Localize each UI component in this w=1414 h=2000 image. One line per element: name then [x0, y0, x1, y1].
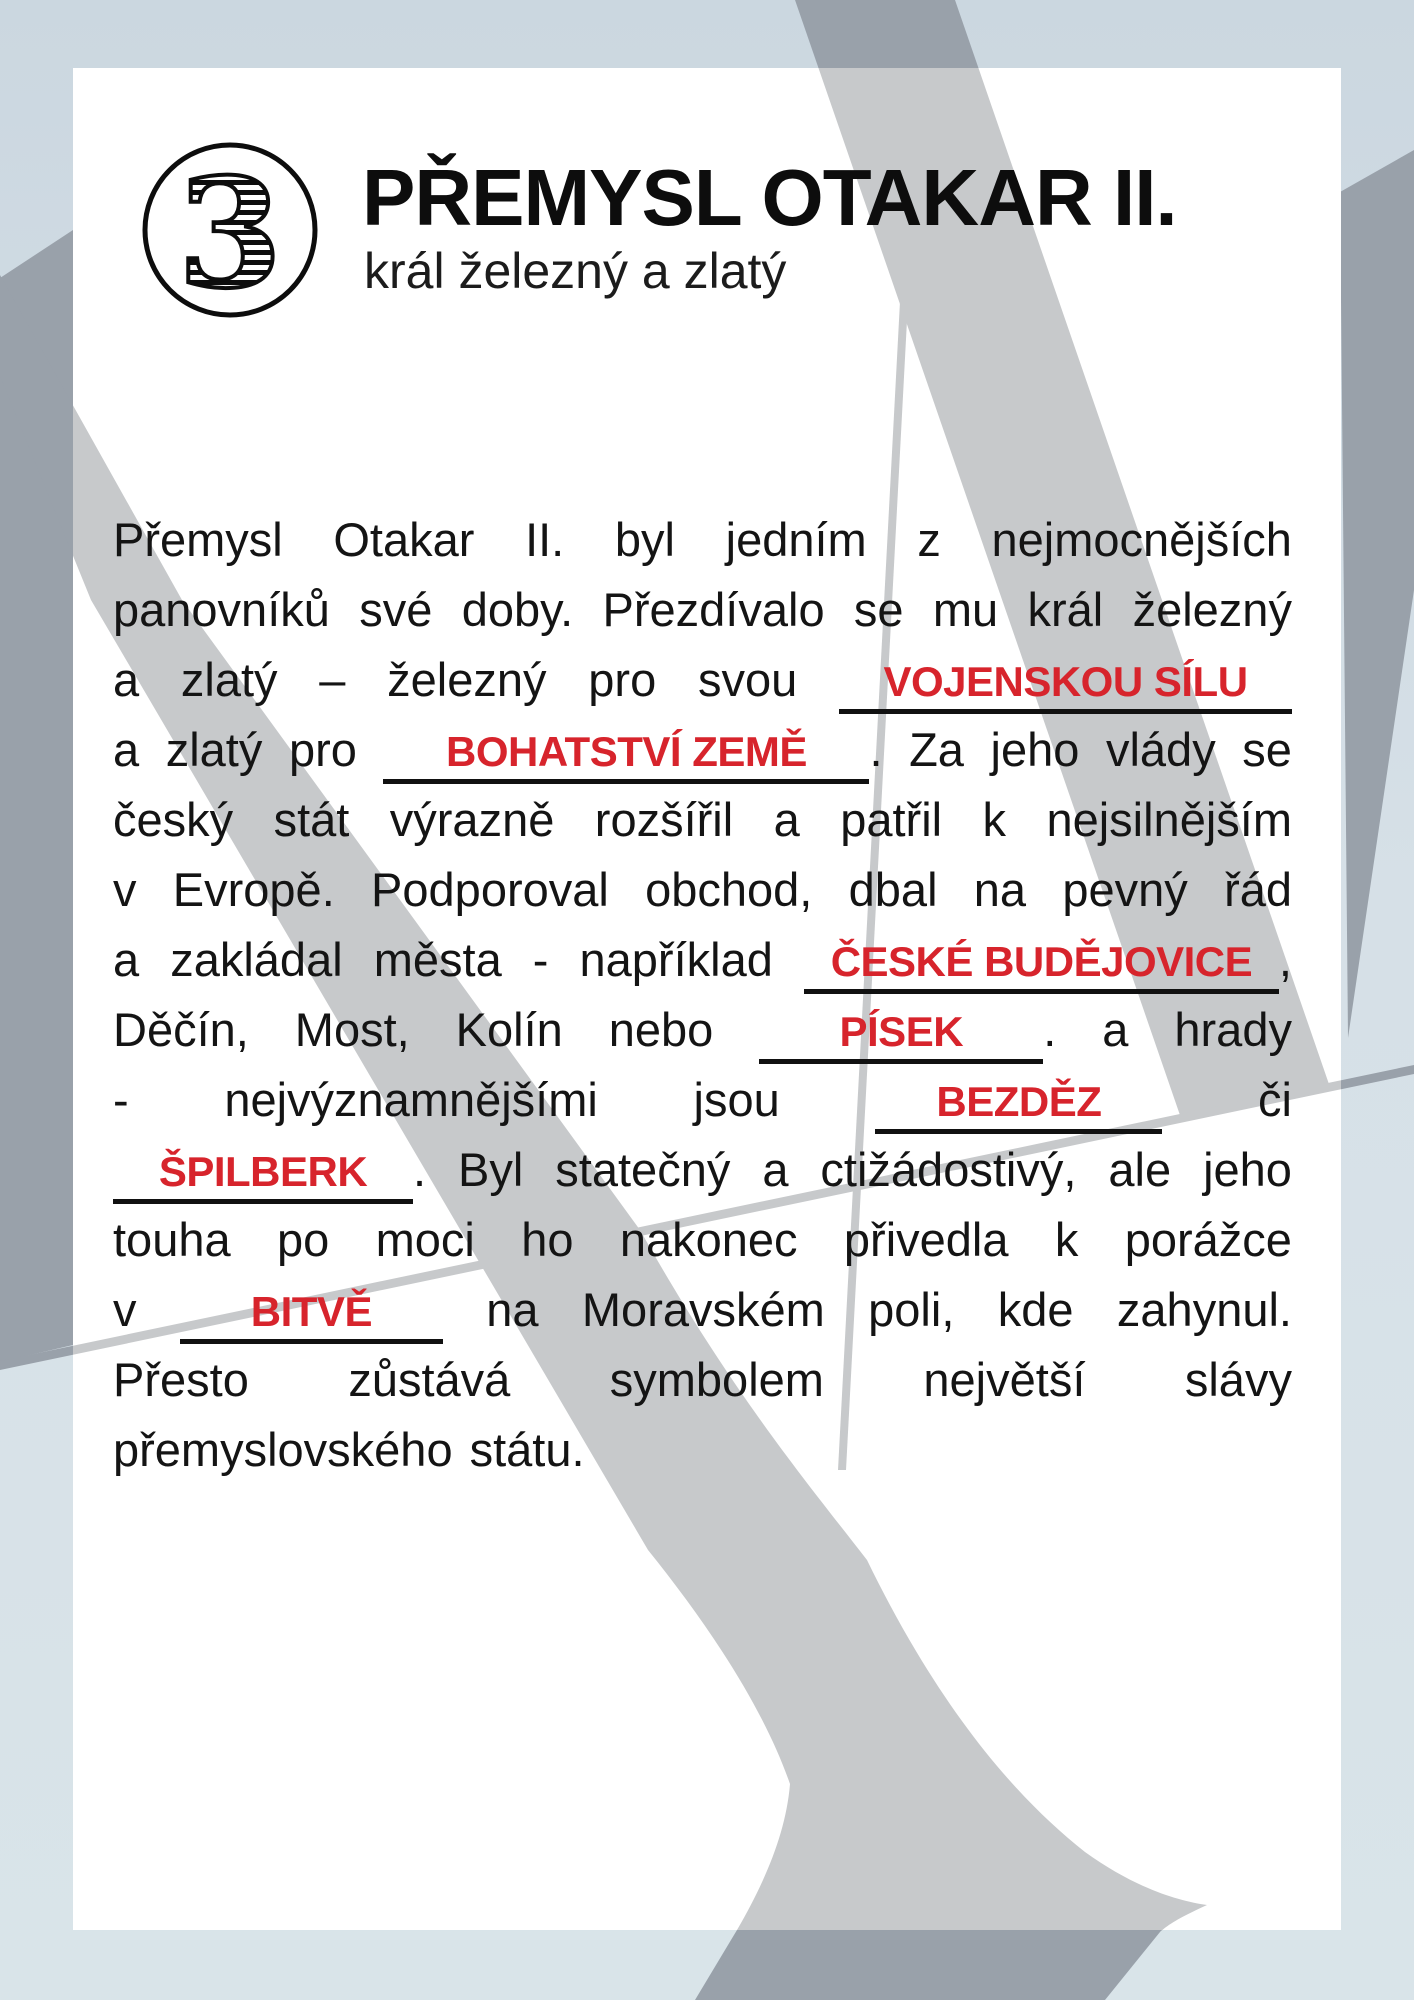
word: ale	[1108, 1143, 1172, 1196]
word: či	[1258, 1073, 1292, 1126]
word: nebo	[608, 1003, 714, 1056]
word: –	[319, 653, 346, 706]
word: nejmocnějších	[991, 513, 1292, 566]
word: a	[762, 1143, 789, 1196]
word: k	[1054, 1213, 1079, 1266]
word: vlády	[1105, 723, 1216, 776]
word: obchod,	[645, 863, 813, 916]
word: po	[276, 1213, 330, 1266]
word: statečný	[555, 1143, 731, 1196]
word: zakládal	[170, 933, 343, 986]
text-line	[113, 1142, 1292, 1212]
text-line	[113, 722, 1292, 792]
word: jeho	[1203, 1143, 1292, 1196]
word: Kolín	[455, 1003, 563, 1056]
word: nakonec	[619, 1213, 798, 1266]
word: jsou	[693, 1073, 780, 1126]
blank-with-answer	[839, 658, 1292, 714]
text-line	[113, 792, 1292, 862]
text-line	[113, 652, 1292, 722]
blank-answer: ČESKÉ BUDĚJOVICE	[804, 938, 1279, 994]
blank-tail-punctuation: .	[869, 723, 883, 776]
word: a	[113, 933, 140, 986]
blank-tail-punctuation: ,	[1278, 933, 1292, 986]
word: nejvýznamnějšími	[224, 1073, 598, 1126]
word: z	[917, 513, 941, 566]
word: přemyslovského	[113, 1423, 453, 1476]
word: na	[973, 863, 1027, 916]
word: Moravském	[581, 1283, 825, 1336]
word: se	[1242, 723, 1292, 776]
word: pevný	[1062, 863, 1188, 916]
blank-answer: BOHATSTVÍ ZEMĚ	[383, 728, 869, 784]
text-line	[113, 1072, 1292, 1142]
word: například	[579, 933, 773, 986]
word: a	[1102, 1003, 1129, 1056]
word: jedním	[725, 513, 867, 566]
blank-with-answer	[113, 1142, 426, 1204]
blank-with-answer	[383, 722, 882, 784]
word: svou	[697, 653, 798, 706]
word: a	[113, 723, 140, 776]
word: ho	[521, 1213, 574, 1266]
word: přivedla	[843, 1213, 1009, 1266]
word: panovníků	[113, 583, 330, 636]
blank-answer: VOJENSKOU SÍLU	[839, 658, 1292, 714]
word: byl	[614, 513, 675, 566]
blank-tail-punctuation: .	[413, 1143, 427, 1196]
text-line	[113, 1352, 1292, 1422]
word: Most,	[294, 1003, 410, 1056]
word: II.	[525, 513, 565, 566]
word: slávy	[1184, 1353, 1292, 1406]
word: Evropě.	[172, 863, 335, 916]
chapter-number-badge	[140, 140, 320, 320]
word: řád	[1224, 863, 1292, 916]
word: Za	[909, 723, 964, 776]
word: výrazně	[389, 793, 555, 846]
blank-with-answer	[759, 1002, 1056, 1064]
word: rozšířil	[594, 793, 734, 846]
word: Přezdívalo	[602, 583, 825, 636]
text-line	[113, 1002, 1292, 1072]
word: Přesto	[113, 1353, 249, 1406]
word: Otakar	[333, 513, 475, 566]
word: poli,	[868, 1283, 955, 1336]
word: porážce	[1124, 1213, 1292, 1266]
text-line	[113, 862, 1292, 932]
word: -	[113, 1073, 129, 1126]
page-subtitle: král železný a zlatý	[364, 243, 787, 299]
word: dbal	[848, 863, 938, 916]
blank-answer: BEZDĚZ	[875, 1078, 1162, 1134]
word: Přemysl	[113, 513, 283, 566]
word: a	[113, 653, 140, 706]
word: mu	[932, 583, 999, 636]
word: města	[373, 933, 502, 986]
word: patřil	[840, 793, 943, 846]
word: železný	[387, 653, 547, 706]
word: zůstává	[348, 1353, 511, 1406]
blank-answer: PÍSEK	[759, 1008, 1043, 1064]
text-line	[113, 1282, 1292, 1352]
word: kde	[997, 1283, 1074, 1336]
word: se	[853, 583, 904, 636]
badge-number: 3	[177, 146, 283, 320]
blank-tail-punctuation: .	[1043, 1003, 1057, 1056]
word: hrady	[1174, 1003, 1292, 1056]
word: zlatý	[165, 723, 263, 776]
word: železný	[1132, 583, 1292, 636]
blank-answer: BITVĚ	[180, 1288, 443, 1344]
word: český	[113, 793, 234, 846]
word: stát	[273, 793, 350, 846]
word: na	[486, 1283, 539, 1336]
word: jeho	[990, 723, 1080, 776]
blank-answer: ŠPILBERK	[113, 1148, 413, 1204]
blank-with-answer	[875, 1078, 1162, 1134]
word: v	[113, 1283, 137, 1336]
word: největší	[923, 1353, 1086, 1406]
blank-with-answer	[180, 1288, 443, 1344]
text-line	[113, 1212, 1292, 1282]
word: doby.	[461, 583, 574, 636]
word: ctižádostivý,	[820, 1143, 1077, 1196]
word: nejsilnějším	[1046, 793, 1292, 846]
word: pro	[588, 653, 657, 706]
word: -	[532, 933, 549, 986]
word: moci	[375, 1213, 475, 1266]
word: a	[773, 793, 800, 846]
word: pro	[288, 723, 357, 776]
word: zlatý	[180, 653, 278, 706]
word: státu.	[469, 1423, 585, 1476]
word: zahynul.	[1116, 1283, 1292, 1336]
word: k	[982, 793, 1007, 846]
word: král	[1027, 583, 1104, 636]
text-line	[113, 1422, 1292, 1492]
word: symbolem	[609, 1353, 824, 1406]
page-title: PŘEMYSL OTAKAR II.	[362, 153, 1177, 242]
word: své	[359, 583, 433, 636]
text-line	[113, 512, 1292, 582]
word: touha	[113, 1213, 231, 1266]
worksheet-paragraph	[113, 512, 1292, 1492]
text-line	[113, 582, 1292, 652]
word: Podporoval	[371, 863, 609, 916]
text-line	[113, 932, 1292, 1002]
word: Byl	[458, 1143, 524, 1196]
blank-with-answer	[804, 932, 1292, 994]
word: v	[113, 863, 137, 916]
word: Děčín,	[113, 1003, 249, 1056]
